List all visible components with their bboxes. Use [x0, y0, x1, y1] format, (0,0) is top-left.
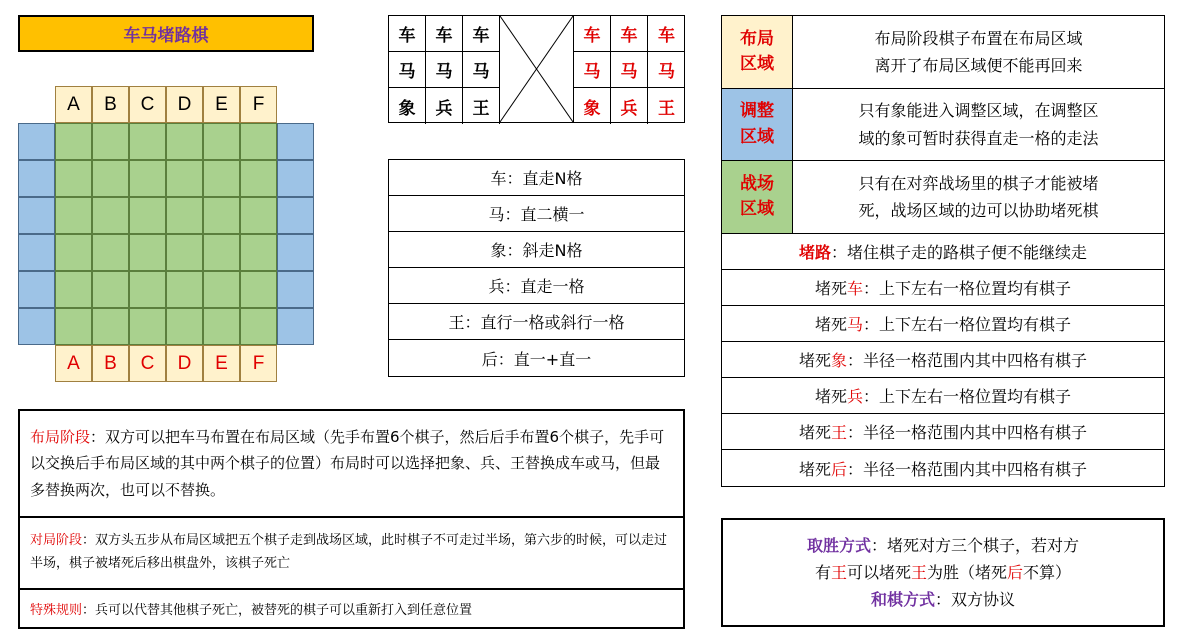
- column-label: F: [240, 86, 277, 123]
- layout-phase: 布局阶段：双方可以把车马布置在布局区域（先手布置6个棋子，然后后手布置6个棋子，先手可以交换后手布局区域的其中两个棋子的位置）布局时可以选择把象、兵、王替换成车或马，但最多替换两次，也可以不替换。: [20, 411, 683, 518]
- black-piece: 兵: [426, 88, 463, 124]
- board-side-cell[interactable]: [18, 234, 55, 271]
- move-rule: 王：直行一格或斜行一格: [389, 304, 684, 340]
- red-piece: 马: [574, 52, 611, 88]
- red-piece: 车: [648, 16, 685, 52]
- red-piece: 马: [611, 52, 648, 88]
- move-rule: 马：直二横一: [389, 196, 684, 232]
- board-cell[interactable]: [92, 271, 129, 308]
- board-cell[interactable]: [92, 308, 129, 345]
- red-piece: 象: [574, 88, 611, 124]
- board-cell[interactable]: [203, 308, 240, 345]
- column-label: E: [203, 345, 240, 382]
- board-cell[interactable]: [203, 271, 240, 308]
- board-cell[interactable]: [55, 123, 92, 160]
- board-cell[interactable]: [55, 197, 92, 234]
- board-cell[interactable]: [166, 197, 203, 234]
- phase-rules-box: [18, 409, 685, 629]
- board-cell[interactable]: [55, 271, 92, 308]
- victory-rules-box: [721, 518, 1165, 627]
- capture-rule: 堵死 兵 ：上下左右一格位置均有棋子: [722, 378, 1164, 414]
- column-label: C: [129, 86, 166, 123]
- zone-tag: 战场 区域: [722, 161, 793, 233]
- zone-text: 只有象能进入调整区域，在调整区 域的象可暂时获得直走一格的走法: [858, 101, 1099, 148]
- board-side-cell[interactable]: [277, 308, 314, 345]
- board-cell[interactable]: [240, 271, 277, 308]
- column-label: E: [203, 86, 240, 123]
- cross-divider: [500, 16, 574, 122]
- capture-rule: 堵死 马 ：上下左右一格位置均有棋子: [722, 306, 1164, 342]
- board-cell[interactable]: [92, 197, 129, 234]
- black-piece: 王: [463, 88, 500, 124]
- column-label: D: [166, 345, 203, 382]
- board-side-cell[interactable]: [277, 271, 314, 308]
- zone-tag: 调整 区域: [722, 89, 793, 160]
- board-side-cell[interactable]: [277, 123, 314, 160]
- black-piece: 车: [389, 16, 426, 52]
- zone-battle: [722, 161, 1164, 234]
- black-piece: 马: [389, 52, 426, 88]
- board-cell[interactable]: [129, 234, 166, 271]
- black-piece: 马: [426, 52, 463, 88]
- board-cell[interactable]: [129, 123, 166, 160]
- capture-rule: 堵死 象 ：半径一格范围内其中四格有棋子: [722, 342, 1164, 378]
- board-side-cell[interactable]: [277, 160, 314, 197]
- column-label: B: [92, 345, 129, 382]
- red-piece: 车: [611, 16, 648, 52]
- zone-tag: 布局 区域: [722, 16, 793, 88]
- column-label: B: [92, 86, 129, 123]
- board-cell[interactable]: [129, 197, 166, 234]
- capture-rule: 堵死 车 ：上下左右一格位置均有棋子: [722, 270, 1164, 306]
- page-title: 车马堵路棋: [18, 15, 314, 52]
- win-line-2: 有王可以堵死王为胜（堵死后不算）: [814, 562, 1072, 582]
- board-cell[interactable]: [240, 197, 277, 234]
- board-cell[interactable]: [92, 234, 129, 271]
- board-side-cell[interactable]: [18, 271, 55, 308]
- battle-phase: 对局阶段：双方头五步从布局区域把五个棋子走到战场区域，此时棋子不可走过半场，第六步的时候，可以走过半场，棋子被堵死后移出棋盘外，该棋子死亡: [20, 518, 683, 590]
- block-rule: 堵路 ：堵住棋子走的路棋子便不能继续走: [722, 234, 1164, 270]
- piece-setup-table: [388, 15, 685, 123]
- board-cell[interactable]: [166, 160, 203, 197]
- board-cell[interactable]: [166, 123, 203, 160]
- board-cell[interactable]: [166, 271, 203, 308]
- move-rule: 后：直一+直一: [481, 349, 592, 369]
- board-cell[interactable]: [240, 308, 277, 345]
- board-side-cell[interactable]: [18, 123, 55, 160]
- board-side-cell[interactable]: [277, 197, 314, 234]
- board-cell[interactable]: [203, 234, 240, 271]
- board-cell[interactable]: [55, 234, 92, 271]
- black-piece: 车: [426, 16, 463, 52]
- column-label: A: [55, 86, 92, 123]
- column-label: A: [55, 345, 92, 382]
- board-cell[interactable]: [92, 160, 129, 197]
- board-side-cell[interactable]: [18, 197, 55, 234]
- column-label: C: [129, 345, 166, 382]
- board-side-cell[interactable]: [18, 308, 55, 345]
- zone-rules-table: [721, 15, 1165, 487]
- column-label: F: [240, 345, 277, 382]
- zone-text: 布局阶段棋子布置在布局区域 离开了布局区域便不能再回来: [874, 28, 1083, 75]
- piece-moves-table: [388, 159, 685, 377]
- move-rule: 车：直走N格: [389, 160, 684, 196]
- red-piece: 车: [574, 16, 611, 52]
- black-piece: 车: [463, 16, 500, 52]
- board-side-cell[interactable]: [277, 234, 314, 271]
- board-cell[interactable]: [129, 271, 166, 308]
- black-piece: 象: [389, 88, 426, 124]
- board-cell[interactable]: [203, 160, 240, 197]
- board-cell[interactable]: [240, 123, 277, 160]
- move-rule: 象：斜走N格: [389, 232, 684, 268]
- board-cell[interactable]: [240, 160, 277, 197]
- zone-layout: [722, 16, 1164, 89]
- red-piece: 王: [658, 98, 675, 119]
- draw-line: 和棋方式：双方协议: [870, 590, 1016, 610]
- special-rule: 特殊规则：兵可以代替其他棋子死亡，被替死的棋子可以重新打入到任意位置: [30, 603, 473, 618]
- board-cell[interactable]: [129, 308, 166, 345]
- board-cell[interactable]: [240, 234, 277, 271]
- red-piece: 马: [648, 52, 685, 88]
- board-cell[interactable]: [55, 308, 92, 345]
- move-rule: 兵：直走一格: [389, 268, 684, 304]
- capture-rule: 堵死 后 ：半径一格范围内其中四格有棋子: [798, 459, 1088, 479]
- black-piece: 马: [463, 52, 500, 88]
- board-cell[interactable]: [166, 234, 203, 271]
- board-cell[interactable]: [92, 123, 129, 160]
- zone-text: 只有在对弈战场里的棋子才能被堵 死，战场区域的边可以协助堵死棋: [858, 173, 1099, 220]
- board-cell[interactable]: [203, 197, 240, 234]
- board-cell[interactable]: [55, 160, 92, 197]
- zone-adjust: [722, 89, 1164, 161]
- board-cell[interactable]: [166, 308, 203, 345]
- column-label: D: [166, 86, 203, 123]
- win-line-1: 取胜方式：堵死对方三个棋子，若对方: [806, 535, 1080, 555]
- red-piece: 兵: [611, 88, 648, 124]
- board-cell[interactable]: [203, 123, 240, 160]
- board-side-cell[interactable]: [18, 160, 55, 197]
- board-cell[interactable]: [129, 160, 166, 197]
- capture-rule: 堵死 王 ：半径一格范围内其中四格有棋子: [722, 414, 1164, 450]
